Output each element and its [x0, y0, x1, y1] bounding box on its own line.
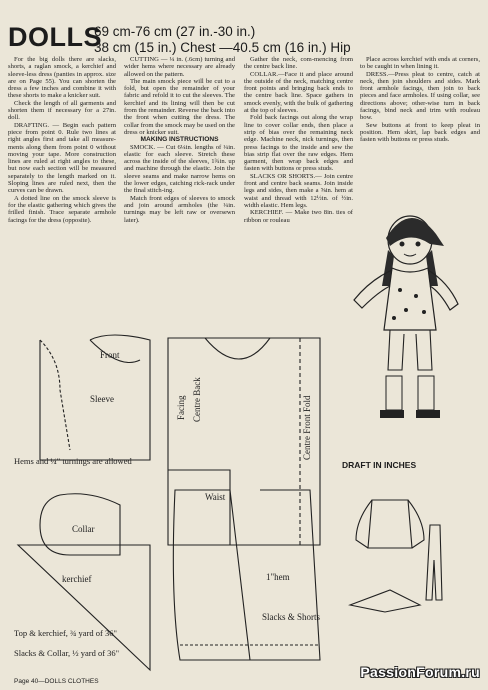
size-line-1: 69 cm-76 cm (27 in.-30 in.) — [94, 24, 256, 39]
pattern-drawings — [0, 300, 488, 678]
column-2 — [124, 56, 235, 224]
paragraph: KERCHIEF. — Make two 8in. ties of ribbon or rouleau — [244, 209, 353, 224]
paragraph: Sew buttons at front to keep pleat in position. Hem skirt, lap back edges and fasten with buttons or press studs. — [360, 121, 480, 144]
yardage-note-2: Slacks & Collar, ½ yard of 36" — [14, 648, 120, 658]
paragraph: Fold back facings out along the wrap line to cover collar ends, then place a strip of bias over the remaining neck edge. Machine neck, nick turnings, then press facings to the inside and sew the bias strip flat over the raw edges. Hem garment, then wrap back edges and fasten with buttons or press studs. — [244, 114, 353, 173]
watermark: PassionForum.ru — [360, 664, 480, 680]
hem-label: 1"hem — [266, 572, 290, 582]
paragraph: SMOCK. — Cut 6¼in. lengths of ¼in. elastic for each sleeve. Stretch these across the inside of the sleeves, 1¾in. up and machine through the elastic. Join the sleeve seams and make narrow hems on the lower edges, catching rick-rack under the final stitch-ing. — [124, 143, 235, 195]
column-4 — [360, 56, 480, 144]
page-footer: Page 40—DOLLS CLOTHES — [14, 678, 99, 685]
hems-note: Hems and ¼" turnings are allowed — [14, 456, 132, 466]
size-line-2: 38 cm (15 in.) Chest —40.5 cm (16 in.) Hip — [94, 40, 351, 55]
paragraph: Place across kerchief with ends at corners, to be caught in when lining it. — [360, 56, 480, 71]
paragraph: DRAFTING. — Begin each pattern piece from point 0. Rule two lines at right angles first and take all measure-ments along them from point 0 without moving your tape. More construction lines are ruled at right angles to these, but now each section will be measured separately to the length marked on it. Sloping lines are ruled next, then the curves can be drawn. — [8, 121, 116, 195]
facing-label: Facing — [176, 395, 186, 420]
section-heading: MAKING INSTRUCTIONS — [140, 136, 219, 144]
yardage-note-1: Top & kerchief, ¾ yard of 36" — [14, 628, 117, 638]
draft-label: DRAFT IN INCHES — [342, 460, 417, 470]
slacks-label: Slacks & Shorts — [262, 612, 321, 622]
paragraph: SLACKS OR SHORTS.— Join centre front and centre back seams. Join inside legs and sides, then make a ⅝in. hem at waist and thread with 12½in. of ½in. width elastic. Hem legs. — [244, 172, 353, 209]
paragraph: Check the length of all garments and shorten them if necessary for a 27in. doll. — [8, 99, 116, 122]
front-label: Front — [100, 350, 120, 360]
paragraph: Gather the neck, com-mencing from the centre back line. — [244, 56, 353, 71]
column-1 — [8, 56, 116, 224]
paragraph: For the big dolls there are slacks, shorts, a raglan smock, a kerchief and sleeve-less dress (panties in approx. size are on Page 55). You can shorten the dress a few inches and combine it with these shorts to make a knicker suit. — [8, 56, 116, 100]
paragraph: The main smock piece will be cut to a fold, but open the remainder of your fabric and refold it to cut the sleeves. The kerchief and its lining will then be cut from the remainder. Reverse the back into the front when cutting the dress. The collar from the smock may be used on the dress or knicker suit. — [124, 77, 235, 136]
paragraph: Match front edges of sleeves to smock and join around armholes (the ¼in. turnings may be left raw or oversewn later). — [124, 194, 235, 224]
sleeve-label: Sleeve — [90, 394, 114, 404]
waist-label: Waist — [205, 492, 226, 502]
centre-front-fold-label: Centre Front Fold — [302, 395, 312, 460]
centre-back-label: Centre Back — [192, 377, 202, 422]
paragraph: CUTTING — ¼ in. (.6cm) turning and wider hems where necessary are already allowed on the pattern. — [124, 56, 235, 78]
paragraph: COLLAR.—Face it and place around the outside of the neck, matching centre front points and bringing back ends to the centre back line. Space gathers in smock evenly, with the bulk of gathering at the top of sleeves. — [244, 70, 353, 115]
kerchief-label: kerchief — [62, 574, 92, 584]
column-3 — [244, 56, 353, 224]
collar-label: Collar — [72, 524, 95, 534]
paragraph: DRESS.—Press pleat to centre, catch at neck, then join shoulders and sides. Mark front armhole facings, then join to back pieces and face armholes. If using collar, see directions above; other-wise turn in back facings, bind neck and trim with rouleau bow. — [360, 70, 480, 122]
page-title: DOLLS — [8, 22, 102, 52]
paragraph: A dotted line on the smock sleeve is for the elastic gathering which gives the frilled finish. Trace separate armhole facings for the dress (opposite). — [8, 194, 116, 224]
